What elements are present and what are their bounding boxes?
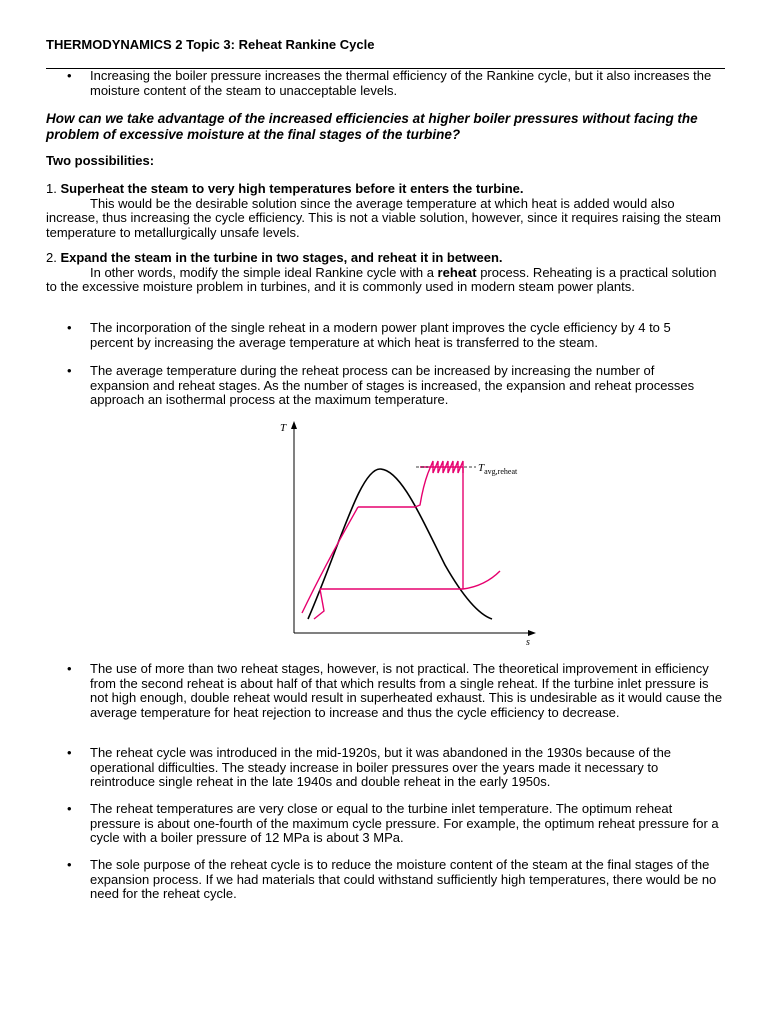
x-axis-label: s bbox=[526, 637, 530, 645]
bullet-purpose: The sole purpose of the reheat cycle is to reduce the moisture content of the steam at the final stages of the expansion process. If we had materials that could withstand sufficiently high temperatures, there would be no need for the reheat cycle. bbox=[90, 857, 717, 901]
option-2 bbox=[46, 251, 726, 295]
option-1-body: This would be the desirable solution since the average temperature at which heat is added would also increase, thus increasing the cycle efficiency. This is not a viable solution, however, since it requires raising the steam temperature to metallurgically unsafe levels. bbox=[46, 195, 721, 240]
bullet-history: The reheat cycle was introduced in the mid-1920s, but it was abandoned in the 1930s because of the operational difficulties. The steady increase in boiler pressures over the years made it necessary to reintroduce single reheat in the late 1940s and double reheat in the early 1950s. bbox=[90, 745, 672, 789]
bullet-optimum-pressure: The reheat temperatures are very close or equal to the turbine inlet temperature. The optimum reheat pressure is about one-fourth of the maximum cycle pressure. For example, the optimum reheat pressure for a cycle with a boiler pressure of 12 MPa is about 3 MPa. bbox=[90, 801, 719, 845]
bullet-multiple-reheat: The use of more than two reheat stages, however, is not practical. The theoretical improvement in efficiency from the second reheat is about half of that which results from a single reheat. If the turbine inlet pressure is not high enough, double reheat would result in superheated exhaust. This is undesirable as it would cause the average temperature for heat rejection to increase and thus the cycle efficiency to decrease. bbox=[90, 661, 723, 720]
superheat-extension bbox=[463, 571, 500, 589]
page-title: THERMODYNAMICS 2 Topic 3: Reheat Rankine Cycle bbox=[46, 37, 375, 52]
saturation-dome bbox=[308, 469, 492, 619]
compressed-liquid-line bbox=[302, 507, 358, 613]
bullet-marker: • bbox=[67, 68, 72, 83]
possibilities-heading: Two possibilities: bbox=[46, 153, 155, 168]
bullet-marker: • bbox=[67, 745, 72, 760]
y-axis-label: T bbox=[280, 422, 287, 434]
option-1 bbox=[46, 182, 726, 240]
bullet-efficiency: The incorporation of the single reheat in a modern power plant improves the cycle efficiency by 4 to 5 percent by increasing the average temperature at which heat is transferred to the steam. bbox=[90, 320, 671, 350]
bullet-marker: • bbox=[67, 363, 72, 378]
option-1-heading: Superheat the steam to very high temperatures before it enters the turbine. bbox=[60, 181, 524, 196]
key-question: How can we take advantage of the increased efficiencies at higher boiler pressures without facing the problem of excessive moisture at the final stages of the turbine? bbox=[46, 111, 698, 142]
ts-diagram bbox=[270, 415, 540, 645]
option-2-body-bold: reheat bbox=[437, 264, 477, 280]
option-1-number: 1. bbox=[46, 181, 57, 196]
option-2-body-start: In other words, modify the simple ideal Rankine cycle with a bbox=[90, 264, 438, 280]
x-axis-arrow bbox=[528, 630, 536, 636]
intro-bullet-text: Increasing the boiler pressure increases the thermal efficiency of the Rankine cycle, but it also increases the moisture content of the steam to unacceptable levels. bbox=[90, 68, 712, 98]
axes bbox=[294, 427, 530, 633]
bullet-marker: • bbox=[67, 857, 72, 872]
bullet-marker: • bbox=[67, 801, 72, 816]
option-2-body-end: process. Reheating is a practical solution to the excessive moisture problem in turbines, and it is commonly used in modern steam power plants. bbox=[46, 264, 717, 294]
bullet-marker: • bbox=[67, 661, 72, 676]
y-axis-arrow bbox=[291, 421, 297, 429]
annotation-main: T bbox=[478, 462, 485, 474]
option-2-heading: Expand the steam in the turbine in two stages, and reheat it in between. bbox=[60, 250, 503, 265]
annotation-subscript: avg,reheat bbox=[484, 467, 518, 476]
bullet-average-temperature: The average temperature during the reheat process can be increased by increasing the number of expansion and reheat stages. As the number of stages is increased, the expansion and reheat processes approach an isothermal process at the maximum temperature. bbox=[90, 363, 695, 407]
annotation-label bbox=[478, 462, 518, 476]
option-2-number: 2. bbox=[46, 250, 57, 265]
bullet-marker: • bbox=[67, 320, 72, 335]
superheat-line bbox=[415, 473, 428, 507]
